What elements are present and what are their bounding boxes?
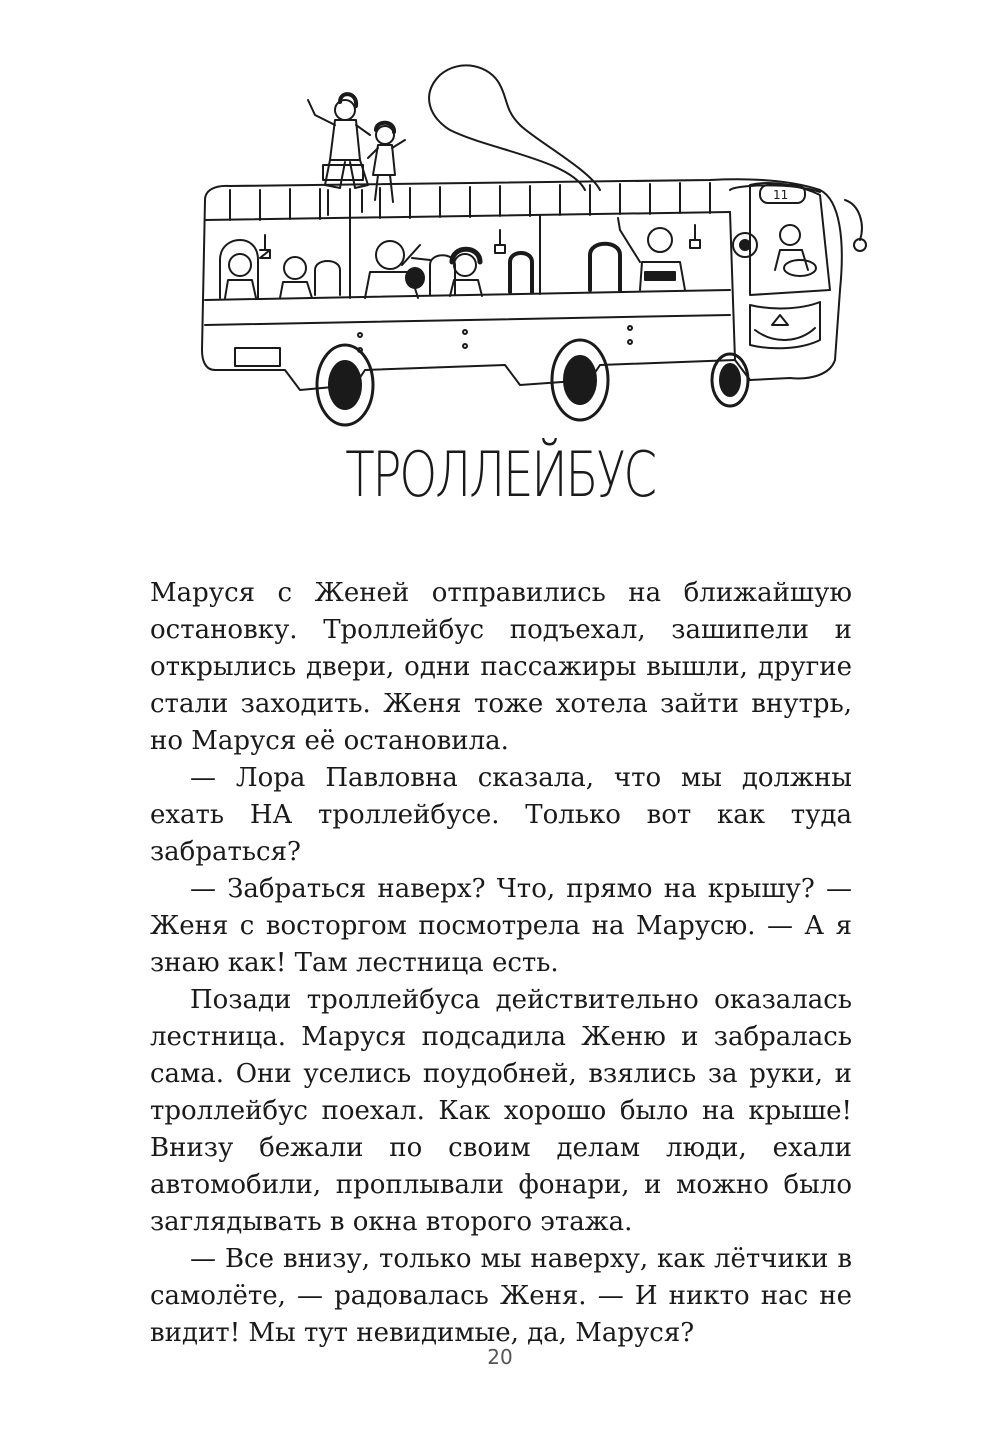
bus-windows	[220, 218, 685, 298]
paragraph: — Все внизу, только мы наверху, как лётчики в самолёте, — радовалась Женя. — И никто нас не видит! Мы тут невидимые, да, Маруся?	[150, 1244, 852, 1348]
route-number: 11	[773, 188, 789, 202]
trolleybus-illustration	[190, 40, 870, 440]
paragraph: — Забраться наверх? Что, прямо на крышу? — Женя с восторгом посмотрела на Марусю. — А я знаю как! Там лестница есть.	[150, 874, 852, 978]
bus-body	[202, 179, 842, 390]
story-text	[150, 575, 852, 1352]
bus-wheels	[317, 340, 748, 425]
bus-front	[733, 183, 866, 348]
trolley-pole	[429, 65, 600, 190]
girls-on-roof	[308, 94, 405, 215]
paragraph: Маруся с Женей отправились на ближайшую остановку. Троллейбус подъехал, зашипели и открылись двери, одни пассажиры вышли, другие стали заходить. Женя тоже хотела зайти внутрь, но Маруся её остановила.	[150, 578, 852, 756]
paragraph: Позади троллейбуса действительно оказалась лестница. Маруся подсадила Женю и забралась сама. Они уселись поудобней, взялись за руки, и троллейбус поехал. Как хорошо было на крыше! Внизу бежали по своим делам люди, ехали автомобили, проплывали фонари, и можно было заглядывать в окна второго этажа.	[150, 985, 852, 1237]
chapter-title: ТРОЛЛЕЙБУС	[345, 438, 655, 511]
paragraph: — Лора Павловна сказала, что мы должны ехать НА троллейбусе. Только вот как туда забраться?	[150, 763, 852, 867]
page-number: 20	[487, 1345, 513, 1369]
